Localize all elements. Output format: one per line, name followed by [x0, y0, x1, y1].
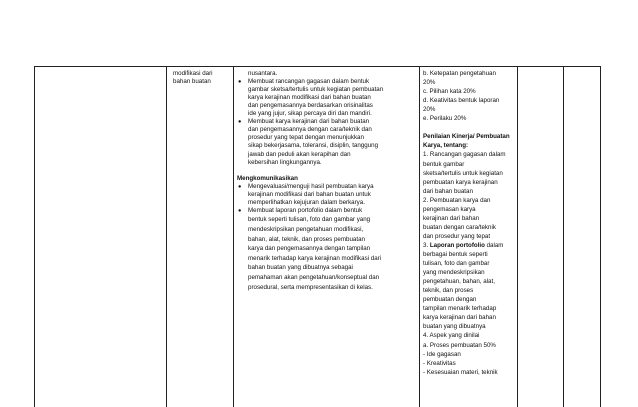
activity-text-line: prosedural, serta mempresentasikan di kelas. — [248, 283, 373, 291]
assessment-text-line: kerajinan dari bahan — [423, 214, 480, 222]
assessment-text-line: a. Proses pembuatan 50% — [423, 341, 496, 349]
assessment-text-line: d. Keativitas bentuk laporan — [423, 97, 500, 105]
activity-text-line: bahan, alat, teknik, dan proses pembuatan — [248, 235, 365, 243]
assessment-text-line: Penilaian Kinerja/ Pembuatan — [423, 133, 510, 141]
assessment-text-line: b. Ketepatan pengetahuan — [423, 70, 496, 77]
material-line-1: modifikasi dari — [173, 70, 213, 77]
assessment-text-line: berbagai bentuk seperti — [423, 251, 488, 258]
table-column-1 — [35, 67, 167, 407]
activity-text-line: sikap bekerjasama, toleransi, disiplin, tanggung — [248, 142, 379, 150]
assessment-text-line: 1. Rancangan gagasan dalam — [423, 151, 506, 159]
assessment-text-line: buatan yang dibuatnya — [423, 323, 486, 331]
activity-text-line: karya dan pengemasannya dengan tampilan — [248, 245, 371, 253]
activity-text-line: Membuat karya kerajinan dari bahan buatan — [248, 118, 370, 126]
assessment-text-line: karya kerajinan dari bahan — [423, 314, 496, 322]
activity-text-line: menarik terhadap karya kerajinan modifikasi dari — [248, 254, 382, 262]
assessment-text-line: sketsa/tertulis untuk kegiatan — [423, 169, 503, 177]
activity-text-line: dan pengemasannya berdasarkan orisinalitas — [248, 102, 373, 110]
activity-text-line: bahan buatan yang dibuatnya sebagai — [248, 264, 353, 272]
assessment-text-line: pembuatan dengan — [423, 296, 477, 304]
activity-text-line: ide yang jujur, sikap percaya diri dan mandiri. — [248, 110, 372, 118]
assessment-text-line: dari bahan buatan — [423, 187, 473, 195]
activity-text-line: bentuk seperti tulisan, foto dan gambar yang — [248, 216, 371, 224]
bullet-icon: ● — [238, 119, 242, 126]
assessment-text-line: 4. Aspek yang dinilai — [423, 332, 480, 340]
assessment-text-line: tampilan menarik terhadap — [423, 305, 497, 313]
activity-text-line: pemahaman akan pengetahuan/konseptual dan — [248, 274, 380, 282]
assessment-text-line: pengetahuan, bahan, alat, — [423, 278, 495, 286]
activity-text-line: Membuat rancangan gagasan dalam bentuk — [248, 78, 370, 86]
activity-text-line: Mengevaluasi/menguji hasil pembuatan karya — [248, 182, 374, 190]
assessment-text-line: e. Perilaku 20% — [423, 115, 467, 123]
assessment-text-line: pembuatan karya kerajinan — [423, 178, 498, 186]
assessment-text-line: - Ide gagasan — [423, 350, 461, 358]
activity-text-line: mendeskripsikan pengetahuan modifikasi, — [248, 226, 364, 234]
content-table — [34, 66, 601, 407]
table-column-assessment — [420, 67, 518, 407]
activity-text-line: kebersihan lingkungannya. — [248, 158, 322, 166]
activity-text-line: dan pengemasannya dengan cara/teknik dan — [248, 126, 372, 134]
assessment-text-line: buatan dengan cara/teknik — [423, 223, 496, 231]
activity-text-line: kerajinan modifikasi dari bahan buatan untuk — [248, 190, 371, 198]
activity-text-line: prosedur yang tepat dengan menunjukkan — [248, 134, 364, 142]
assessment-text-line: bentuk gambar — [423, 160, 465, 168]
bullet-icon: ● — [238, 207, 242, 214]
activity-text-line: karya kerajinan modifikasi dari bahan buatan — [248, 94, 371, 102]
bullet-icon: ● — [238, 79, 242, 86]
assessment-text-line: 3. Laporan portofolio dalam — [423, 241, 504, 249]
assessment-text-line: 20% — [423, 106, 436, 114]
assessment-text-line: 2. Pembuatan karya dan — [423, 196, 491, 204]
material-line-2: bahan buatan — [173, 78, 211, 85]
assessment-text-line: Karya, tentang: — [423, 142, 469, 150]
activity-text-line: nusantara. — [248, 70, 278, 77]
table-column-6 — [564, 67, 601, 407]
assessment-text-line: - Kesesuaian materi, teknik — [423, 368, 498, 376]
assessment-text-line: - Kreativitas — [423, 359, 456, 367]
assessment-text-line: dan prosedur yang tepat — [423, 232, 491, 240]
assessment-text-line: tulisan, foto dan gambar — [423, 260, 490, 268]
bullet-icon: ● — [238, 183, 242, 190]
assessment-text-line: pengemasan karya — [423, 205, 476, 213]
activity-text-line: memperlihatkan kejujuran dalam berkarya. — [248, 198, 365, 206]
assessment-text-line: yang mendeskripsikan — [423, 269, 485, 277]
table-column-material — [167, 67, 234, 407]
table-column-activities — [234, 67, 420, 407]
table-column-5 — [518, 67, 564, 407]
activity-text-line: Membuat laporan portofolio dalam bentuk — [248, 206, 363, 214]
assessment-text-line: c. Pilihan kata 20% — [423, 88, 476, 96]
activity-text-line: jawab dan peduli akan kerapihan dan — [248, 150, 351, 158]
activity-text-line: gambar sketsa/tertulis untuk kegiatan pembuatan — [248, 86, 384, 94]
assessment-text-line: teknik, dan proses — [423, 287, 474, 295]
assessment-text-line: 20% — [423, 79, 436, 87]
section-heading: Mengkomunikasikan — [237, 174, 298, 182]
